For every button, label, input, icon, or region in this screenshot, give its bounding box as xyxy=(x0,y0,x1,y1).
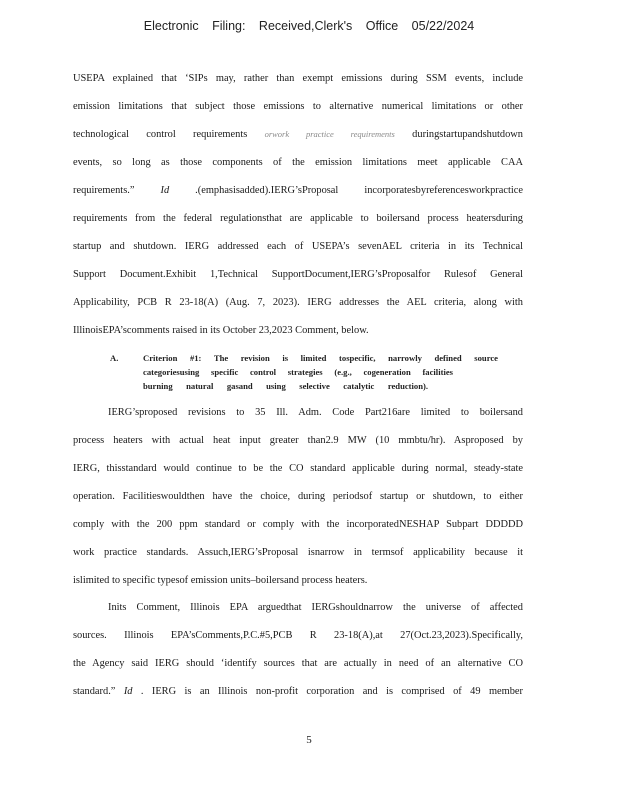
text-line: Applicability, PCB R 23-18(A) (Aug. 7, 2023). IERG addresses the AEL criteria, along with xyxy=(73,297,523,308)
text-segment: technological control requirements xyxy=(73,129,265,140)
text-line: islimited to specific typesof emission units–boilersand process heaters. xyxy=(73,575,368,586)
text-line: comply with the 200 ppm standard or comply with the incorporatedNESHAP Subpart DDDDD xyxy=(73,519,523,530)
text-line xyxy=(73,686,523,697)
text-line: sources. Illinois EPA’sComments,P.C.#5,PCB R 23-18(A),at 27(Oct.23,2023).Specifically, xyxy=(73,630,523,641)
filing-header: Electronic Filing: Received,Clerk's Office 05/22/2024 xyxy=(143,19,475,33)
text-segment: duringstartupandshutdown xyxy=(412,129,523,140)
text-line: IERG’sproposed revisions to 35 Ill. Adm. Code Part216are limited to boilersand xyxy=(108,407,523,418)
text-line: the Agency said IERG should ‘identify sources that are actually in need of an alternative CO xyxy=(73,658,523,669)
text-line: USEPA explained that ‘SIPs may, rather than exempt emissions during SSM events, include xyxy=(73,73,523,84)
text-segment: standard.” xyxy=(73,686,124,697)
text-line: events, so long as those components of the emission limitations meet applicable CAA xyxy=(73,157,523,168)
text-segment: .(emphasisadded).IERG’sProposal incorporatesbyreferencesworkpractice xyxy=(195,185,523,196)
text-line: Support Document.Exhibit 1,Technical SupportDocument,IERG’sProposalfor Rulesof General xyxy=(73,269,523,280)
page-number: 5 xyxy=(306,734,312,746)
text-line: work practice standards. Assuch,IERG’sProposal isnarrow in termsof applicability because it xyxy=(73,547,523,558)
citation-id: Id xyxy=(160,185,170,196)
text-line xyxy=(73,185,523,196)
text-line: startup and shutdown. IERG addressed each of USEPA’s sevenAEL criteria in its Technical xyxy=(73,241,523,252)
criterion-line: categoriesusing specific control strategies (e.g., cogeneration facilities xyxy=(143,367,453,377)
text-line: Inits Comment, Illinois EPA arguedthat IERGshouldnarrow the universe of affected xyxy=(108,602,523,613)
text-line: process heaters with actual heat input greater than2.9 MW (10 mmbtu/hr). Asproposed by xyxy=(73,435,523,446)
text-line: IllinoisEPA’scomments raised in its October 23,2023 Comment, below. xyxy=(73,325,369,336)
text-segment: . IERG is an Illinois non-profit corporation and is comprised of 49 member xyxy=(140,686,523,697)
criterion-line: Criterion #1: The revision is limited tospecific, narrowly defined source xyxy=(143,353,498,363)
faded-italic-text: orwork practice requirements xyxy=(264,129,395,139)
text-line xyxy=(73,129,523,140)
text-segment: requirements.” xyxy=(73,185,161,196)
citation-id: Id xyxy=(123,686,133,697)
text-line: emission limitations that subject those emissions to alternative numerical limitations or other xyxy=(73,101,523,112)
text-line: requirements from the federal regulationsthat are applicable to boilersand process heatersduring xyxy=(73,213,523,224)
text-line: operation. Facilitieswouldthen have the choice, during periodsof startup or shutdown, to either xyxy=(73,491,523,502)
criterion-label: A. xyxy=(110,353,119,363)
text-line: IERG, thisstandard would continue to be the CO standard applicable during normal, steady-state xyxy=(73,463,523,474)
criterion-line: burning natural gasand using selective catalytic reduction). xyxy=(143,381,428,391)
